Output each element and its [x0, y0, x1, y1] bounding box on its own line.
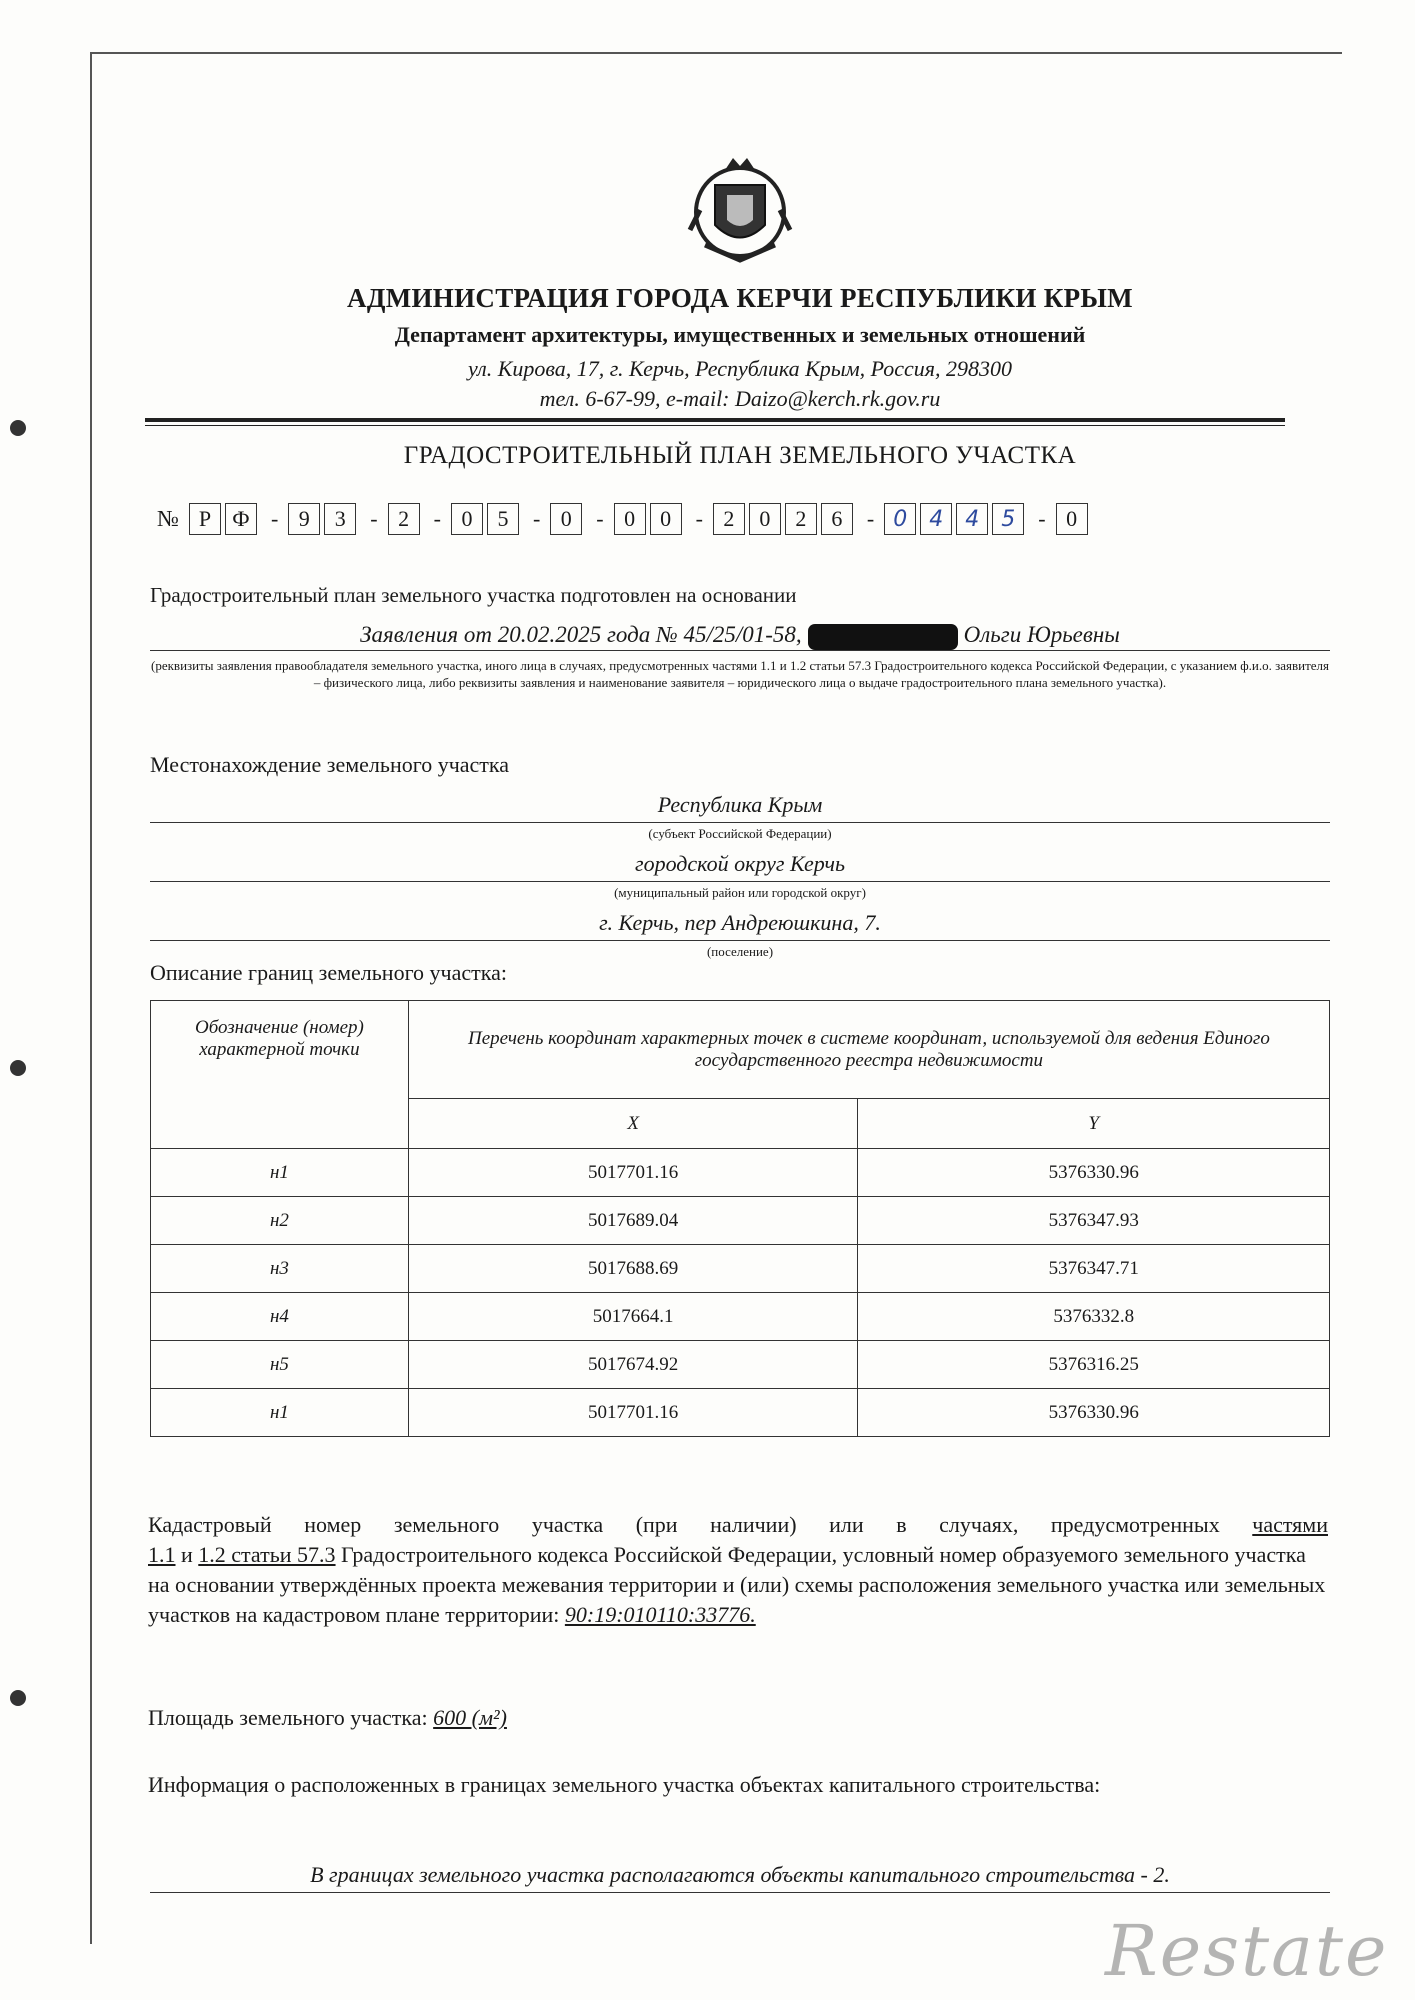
- basis-label: Градостроительный план земельного участка подготовлен на основании: [150, 583, 797, 607]
- cadastral-number: 90:19:010110:33776.: [564, 1602, 756, 1627]
- number-dash: -: [433, 506, 441, 531]
- location-label: Местонахождение земельного участка: [150, 752, 510, 777]
- coordinates-table: [150, 1000, 1330, 1437]
- number-cell: 9: [288, 503, 320, 535]
- number-cell: 2: [785, 503, 817, 535]
- number-dash: -: [1038, 506, 1046, 531]
- punch-hole: [10, 1060, 26, 1076]
- number-dash: -: [866, 506, 875, 531]
- organization-contacts: тел. 6-67-99, e-mail: Daizo@kerch.rk.gov.ru: [539, 386, 941, 411]
- table-row: [151, 1149, 1330, 1197]
- number-sign: №: [157, 506, 179, 531]
- number-cell: 0: [1056, 503, 1088, 535]
- coat-of-arms-icon: [685, 150, 795, 270]
- number-cell: 0: [550, 503, 582, 535]
- number-segment: [388, 503, 424, 535]
- number-dash: -: [532, 506, 541, 531]
- col-coords-header: Перечень координат характерных точек в системе координат, используемой для ведения Единого государственного реестра недвижимости: [408, 1001, 1329, 1099]
- col-y-header: Y: [858, 1099, 1330, 1149]
- number-cell: 0: [451, 503, 483, 535]
- cadastral-paragraph: Кадастровый номер земельного участка (при наличии) или в случаях, предусмотренных частями: [148, 1512, 1328, 1537]
- link-parts[interactable]: частями: [1252, 1512, 1328, 1537]
- header-rule: [145, 418, 1285, 422]
- table-row: [151, 1293, 1330, 1341]
- x-cell: 5017688.69: [408, 1245, 858, 1293]
- number-dash: -: [596, 506, 604, 531]
- y-cell: 5376330.96: [858, 1389, 1330, 1437]
- x-cell: 5017701.16: [408, 1149, 858, 1197]
- number-cell: Ф: [225, 503, 257, 535]
- point-cell: н4: [151, 1293, 409, 1341]
- number-cell: Р: [189, 503, 221, 535]
- redaction-bar: [808, 624, 958, 650]
- x-cell: 5017689.04: [408, 1197, 858, 1245]
- number-cell: 0: [614, 503, 646, 535]
- table-row: [151, 1389, 1330, 1437]
- table-row: [151, 1341, 1330, 1389]
- number-cell: 6: [821, 503, 853, 535]
- location-district-line: [150, 881, 1330, 882]
- area-value: 600 (м²): [433, 1705, 507, 1730]
- number-cell: 3: [324, 503, 356, 535]
- objects-value: В границах земельного участка располагаются объекты капитального строительства - 2.: [310, 1862, 1170, 1887]
- area-line: Площадь земельного участка: 600 (м²): [148, 1705, 507, 1730]
- department-name: Департамент архитектуры, имущественных и земельных отношений: [394, 322, 1086, 347]
- location-settlement-line: [150, 940, 1330, 941]
- cadastral-paragraph-cont: 1.1 и 1.2 статьи 57.3 Градостроительного кодекса Российской Федерации, условный номер образуемого земельного участка на основании утверждённых проекта межевания территории и (или) схемы расположения земельного участка или земельных участков на кадастровом плане территории: 90:19:010110:33776.: [148, 1542, 1326, 1627]
- table-row: [151, 1245, 1330, 1293]
- number-segment: [614, 503, 686, 535]
- point-cell: н5: [151, 1341, 409, 1389]
- number-cell: 5: [992, 503, 1024, 535]
- x-cell: 5017674.92: [408, 1341, 858, 1389]
- location-subject: Республика Крым: [657, 792, 823, 817]
- number-cell: 4: [956, 503, 988, 535]
- y-cell: 5376347.71: [858, 1245, 1330, 1293]
- number-segment: [1056, 503, 1092, 535]
- location-settlement: г. Керчь, пер Андреюшкина, 7.: [599, 910, 881, 935]
- x-cell: 5017701.16: [408, 1389, 858, 1437]
- number-segment: [884, 503, 1028, 535]
- col-point-header: Обозначение (номер) характерной точки: [151, 1001, 409, 1149]
- organization-address: ул. Кирова, 17, г. Керчь, Республика Крым, Россия, 298300: [467, 356, 1013, 381]
- y-cell: 5376347.93: [858, 1197, 1330, 1245]
- table-row: [151, 1197, 1330, 1245]
- number-dash: -: [270, 506, 279, 531]
- number-segment: [550, 503, 586, 535]
- basis-value: Заявления от 20.02.2025 года № 45/25/01-58, Ольги Юрьевны: [150, 622, 1330, 650]
- number-cell: 4: [920, 503, 952, 535]
- y-cell: 5376330.96: [858, 1149, 1330, 1197]
- number-dash: -: [370, 506, 378, 531]
- point-cell: н2: [151, 1197, 409, 1245]
- number-segment: [451, 503, 523, 535]
- col-x-header: X: [408, 1099, 858, 1149]
- number-segment: [288, 503, 360, 535]
- number-cell: 0: [749, 503, 781, 535]
- point-cell: н3: [151, 1245, 409, 1293]
- number-segment: [713, 503, 857, 535]
- point-cell: н1: [151, 1389, 409, 1437]
- x-cell: 5017664.1: [408, 1293, 858, 1341]
- basis-note: (реквизиты заявления правообладателя земельного участка, иного лица в случаях, предусмотренных частями 1.1 и 1.2 статьи 57.3 Градостроительного кодекса Российской Федерации, с указанием ф.и.о. заявителя – физического лица, либо реквизиты заявления и наименование заявителя – юридического лица о выдаче градостроительного плана земельного участка).: [151, 658, 1329, 690]
- plan-number: [157, 503, 1092, 535]
- restate-watermark: Restate: [1105, 1910, 1389, 1992]
- number-cell: 2: [713, 503, 745, 535]
- location-district-note: (муниципальный район или городской округ): [614, 885, 866, 900]
- punch-hole: [10, 420, 26, 436]
- number-cell: 0: [650, 503, 682, 535]
- location-district: городской округ Керчь: [634, 851, 846, 876]
- objects-underline: [150, 1892, 1330, 1893]
- document-title: ГРАДОСТРОИТЕЛЬНЫЙ ПЛАН ЗЕМЕЛЬНОГО УЧАСТКА: [403, 442, 1077, 469]
- y-cell: 5376316.25: [858, 1341, 1330, 1389]
- number-segment: [189, 503, 261, 535]
- basis-underline: [150, 650, 1330, 651]
- number-cell: 5: [487, 503, 519, 535]
- link-part-1-1[interactable]: 1.1: [148, 1542, 176, 1567]
- organization-name: АДМИНИСТРАЦИЯ ГОРОДА КЕРЧИ РЕСПУБЛИКИ КРЫМ: [347, 283, 1133, 313]
- objects-label: Информация о расположенных в границах земельного участка объектах капитального строительства:: [148, 1772, 1101, 1797]
- number-cell: 0: [884, 503, 916, 535]
- header-rule-thin: [145, 425, 1285, 426]
- punch-hole: [10, 1690, 26, 1706]
- number-dash: -: [695, 506, 703, 531]
- point-cell: н1: [151, 1149, 409, 1197]
- location-subject-line: [150, 822, 1330, 823]
- borders-label: Описание границ земельного участка:: [150, 960, 507, 985]
- location-subject-note: (субъект Российской Федерации): [648, 826, 832, 841]
- link-article[interactable]: 1.2 статьи 57.3: [198, 1542, 336, 1567]
- y-cell: 5376332.8: [858, 1293, 1330, 1341]
- number-cell: 2: [388, 503, 420, 535]
- location-settlement-note: (поселение): [706, 944, 774, 959]
